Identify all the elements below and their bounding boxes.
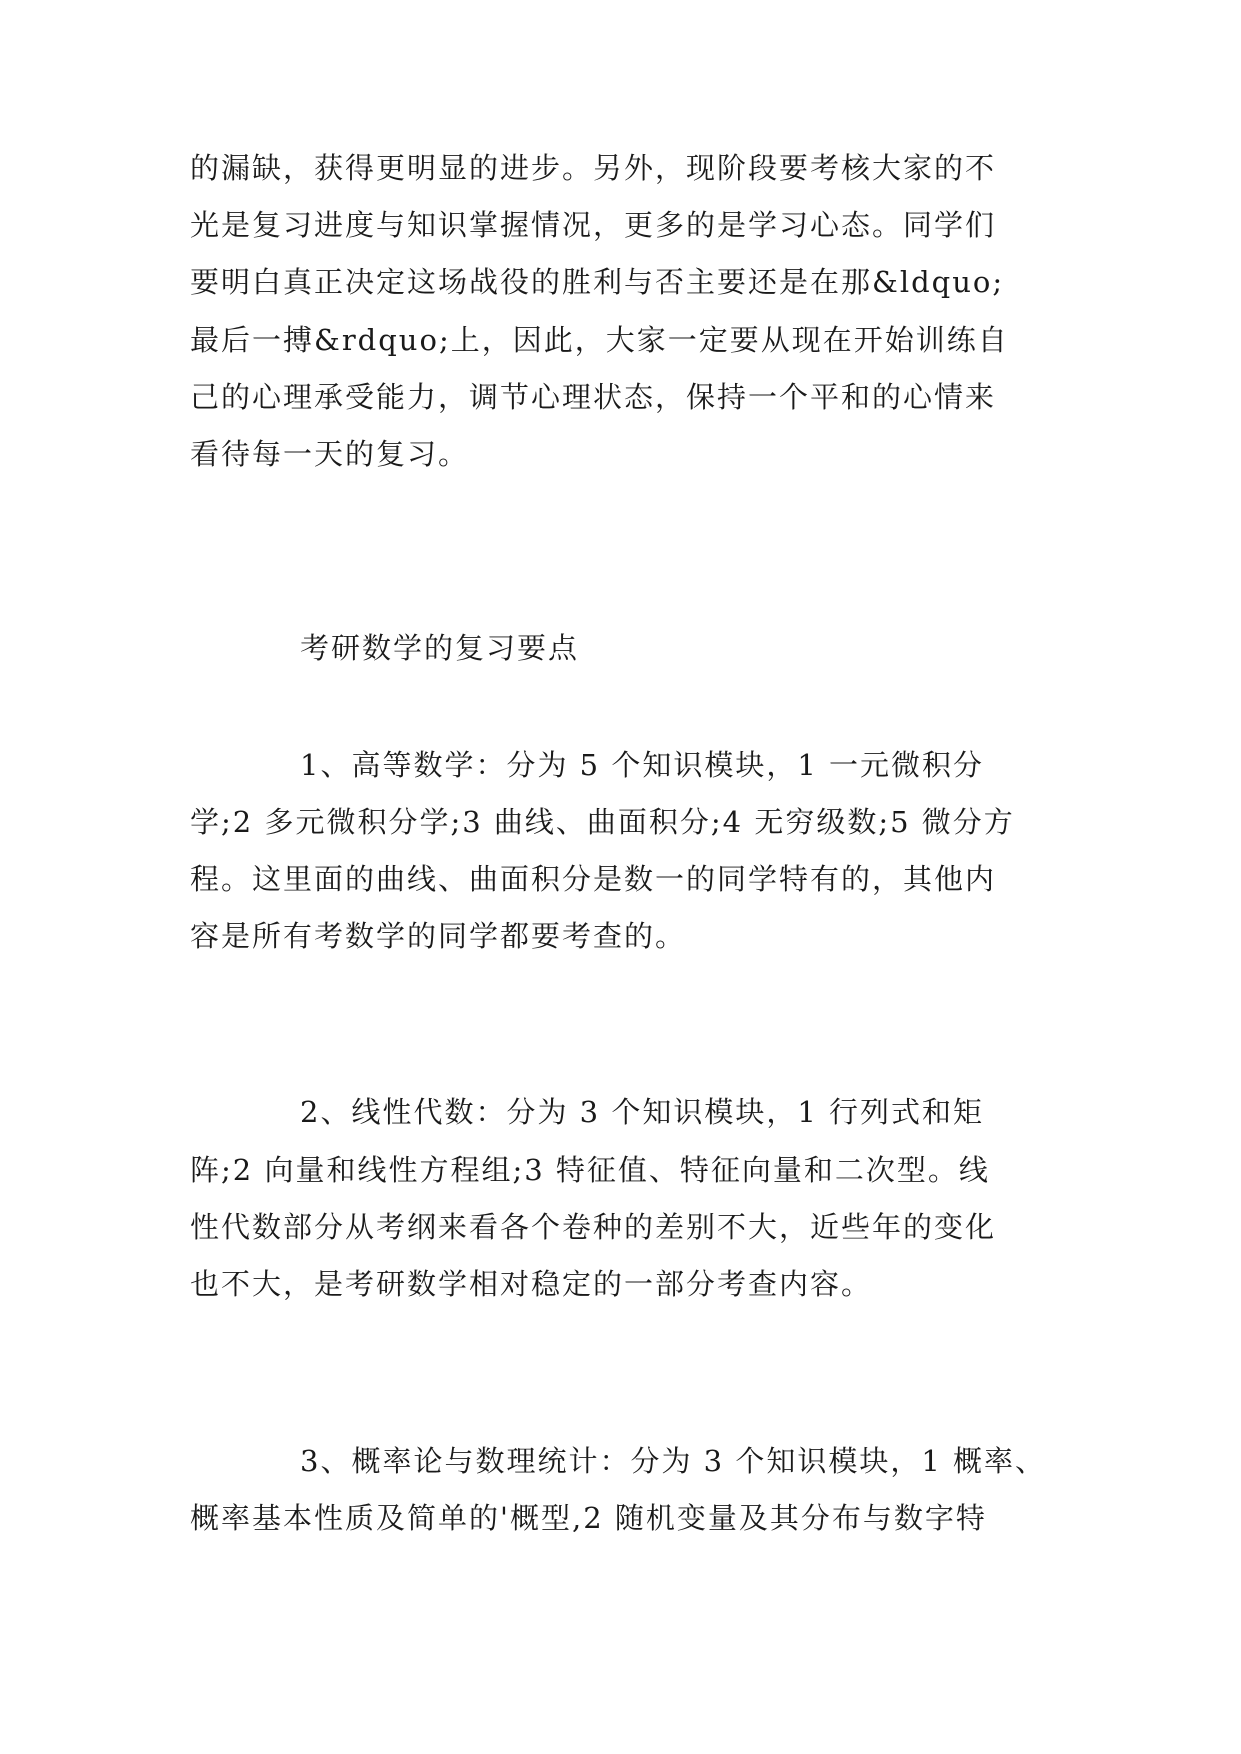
intro-line-1: 的漏缺，获得更明显的进步。另外，现阶段要考核大家的不 [190, 151, 997, 185]
item2-line-1: 2、线性代数：分为 3 个知识模块，1 行列式和矩 [300, 1095, 985, 1129]
intro-line-3: 要明白真正决定这场战役的胜利与否主要还是在那&ldquo; [190, 265, 1005, 299]
intro-line-2: 光是复习进度与知识掌握情况，更多的是学习心态。同学们 [190, 208, 997, 242]
intro-line-6: 看待每一天的复习。 [190, 437, 470, 471]
item3-line-2: 概率基本性质及简单的'概型,2 随机变量及其分布与数字特 [190, 1501, 987, 1535]
section-heading: 考研数学的复习要点 [300, 631, 580, 665]
item2-line-4: 也不大，是考研数学相对稳定的一部分考查内容。 [190, 1267, 873, 1301]
intro-line-4: 最后一搏&rdquo;上，因此，大家一定要从现在开始训练自 [190, 323, 1009, 357]
item1-line-1: 1、高等数学：分为 5 个知识模块，1 一元微积分 [300, 748, 985, 782]
item2-line-2: 阵;2 向量和线性方程组;3 特征值、特征向量和二次型。线 [190, 1153, 990, 1187]
intro-line-5: 己的心理承受能力，调节心理状态，保持一个平和的心情来 [190, 380, 997, 414]
item1-line-2: 学;2 多元微积分学;3 曲线、曲面积分;4 无穷级数;5 微分方 [190, 805, 1015, 839]
item1-line-4: 容是所有考数学的同学都要考查的。 [190, 919, 687, 953]
item2-line-3: 性代数部分从考纲来看各个卷种的差别不大，近些年的变化 [190, 1210, 997, 1244]
item1-line-3: 程。这里面的曲线、曲面积分是数一的同学特有的，其他内 [190, 862, 997, 896]
item3-line-1: 3、概率论与数理统计：分为 3 个知识模块，1 概率、 [300, 1444, 1047, 1478]
